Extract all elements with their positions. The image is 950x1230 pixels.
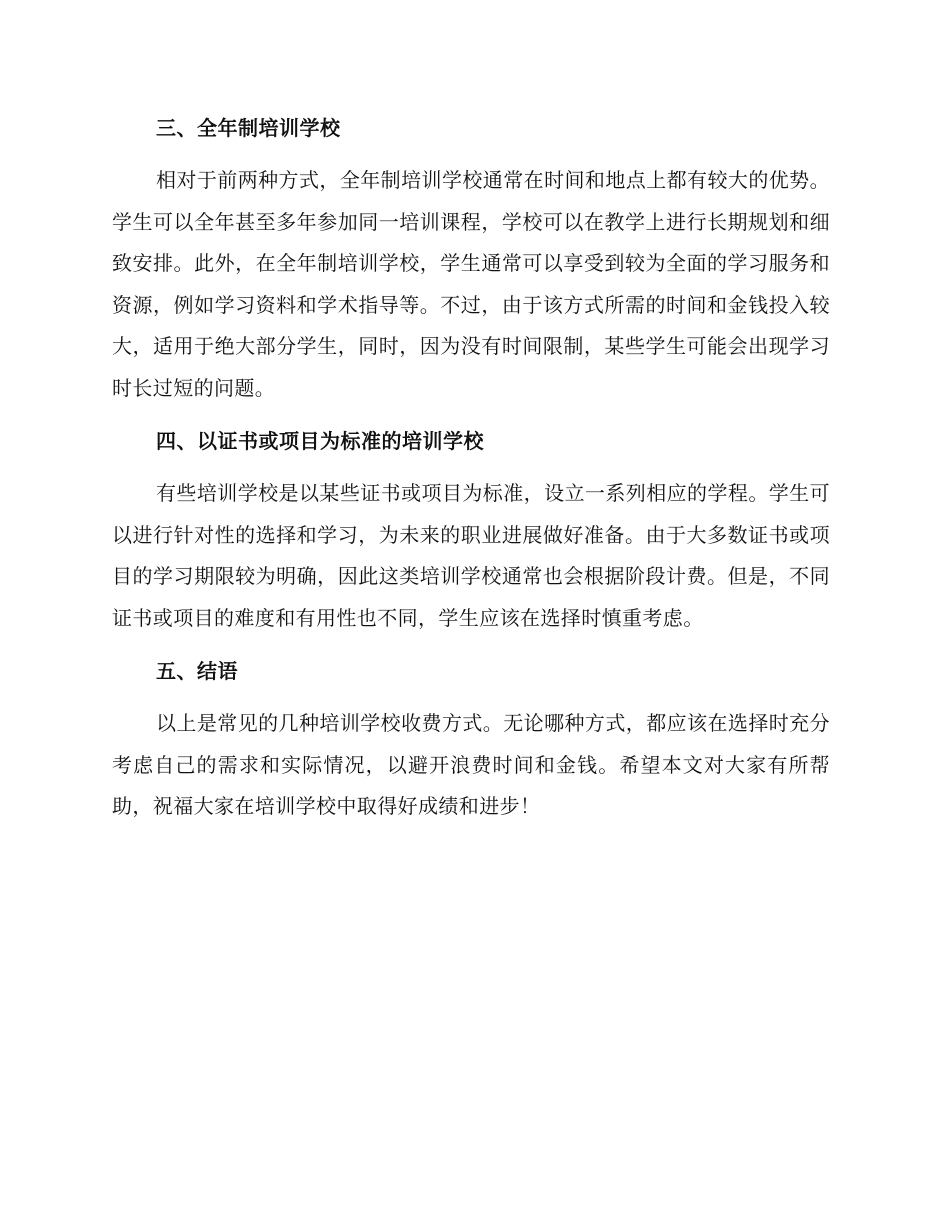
section-heading-certificate-school: 四、以证书或项目为标准的培训学校 — [156, 429, 484, 453]
section-paragraph-full-year-school: 相对于前两种方式，全年制培训学校通常在时间和地点上都有较大的优势。学生可以全年甚至多年参加同一培训课程，学校可以在教学上进行长期规划和细致安排。此外，在全年制培训学校，学生通常可以享受到较为全面的学习服务和资源，例如学习资料和学术指导等。不过，由于该方式所需的时间和金钱投入较大，适用于绝大部分学生，同时，因为没有时间限制，某些学生可能会出现学习时长过短的问题。 — [112, 168, 830, 400]
section-paragraph-certificate-school: 有些培训学校是以某些证书或项目为标准，设立一系列相应的学程。学生可以进行针对性的选择和学习，为未来的职业进展做好准备。由于大多数证书或项目的学习期限较为明确，因此这类培训学校通常也会根据阶段计费。但是，不同证书或项目的难度和有用性也不同，学生应该在选择时慎重考虑。 — [112, 481, 830, 630]
document-body — [112, 108, 830, 840]
section-paragraph-conclusion: 以上是常见的几种培训学校收费方式。无论哪种方式，都应该在选择时充分考虑自己的需求和实际情况，以避开浪费时间和金钱。希望本文对大家有所帮助，祝福大家在培训学校中取得好成绩和进步！ — [112, 711, 830, 818]
section-heading-full-year-school: 三、全年制培训学校 — [156, 116, 341, 140]
section-heading-conclusion: 五、结语 — [156, 659, 238, 683]
